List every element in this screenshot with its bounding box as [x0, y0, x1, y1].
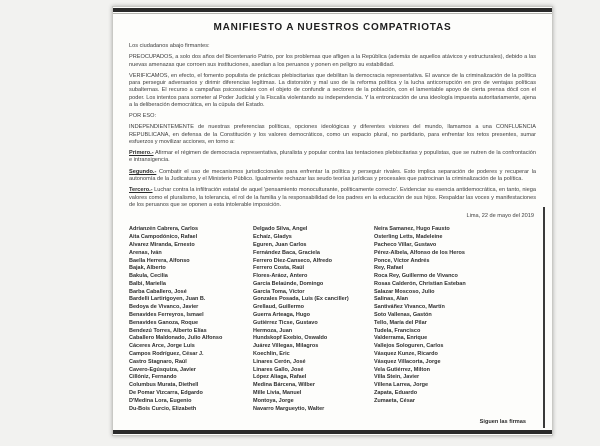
signatory-name: Vásquez Kunze, Ricardo — [374, 351, 438, 358]
paragraph-independientemente: INDEPENDIENTEMENTE de nuestras preferencias políticas, opciones ideológicas y diferentes visiones del mundo, llamamos a una CONFLUENCIA REPUBLICANA, en defensa de la Constitución y los valores democráticos, como un espacio plural, no partidario, para enfrentar los retos presentes, sumar esfuerzos y movilizar acciones, en torno a: — [129, 124, 536, 145]
signatory-name: García Toma, Víctor — [253, 288, 305, 295]
point-primero-text: Afirmar el régimen de democracia representativa, pluralista y popular contra las tentaciones plebiscitarias y populistas, que se nutren de la confrontación e intransigencia. — [129, 150, 536, 164]
signatory-name: Rosas Calderón, Christian Esteban — [374, 280, 466, 287]
salutation: Los ciudadanos abajo firmantes: — [129, 43, 210, 49]
signatory-name: Linares Gallo, José — [253, 366, 304, 373]
por-eso-heading: POR ESO: — [129, 113, 157, 120]
document-title: MANIFIESTO A NUESTROS COMPATRIOTAS — [213, 22, 452, 33]
signatory-name: Du-Bois Curcio, Elizabeth — [129, 405, 197, 412]
point-tercero-label: Tercero.- — [129, 187, 153, 194]
signatory-name: Soto Vallenas, Gastón — [374, 312, 432, 319]
signatory-name: Gonzales Posada, Luis (Ex canciller) — [253, 296, 349, 303]
signatory-name: Echaíz, Gladys — [253, 234, 292, 241]
scanned-document-page — [112, 6, 553, 436]
signatories-column-2 — [253, 226, 374, 413]
signatory-name: Tello, María del Pilar — [374, 319, 427, 326]
signatory-name: Cavero-Egúsquiza, Javier — [129, 366, 196, 373]
signatory-name: Villena Larrea, Jorge — [374, 382, 429, 389]
signatory-name: Vallejos Sologuren, Carlos — [374, 343, 444, 350]
point-primero-label: Primero.- — [129, 150, 154, 157]
signatory-name: Benavides Ferreyros, Ismael — [129, 312, 204, 319]
signatory-name: Grellaud, Guillermo — [253, 304, 305, 311]
signatory-name: Gutiérrez Ticse, Gustavo — [253, 319, 318, 326]
signatory-name: Villa Stein, Javier — [374, 374, 420, 381]
signatory-name: Barba Caballero, José — [129, 288, 187, 295]
signatory-name: Arenas, Iván — [129, 249, 162, 256]
signatory-name: Caballero Maldonado, Julio Alfonso — [129, 335, 223, 342]
signatory-name: Roca Rey, Guillermo de Vivanco — [374, 273, 458, 280]
signatory-name: Santiváñez Vivanco, Martín — [374, 304, 445, 311]
signatory-name: Flores-Aráoz, Ántero — [253, 273, 308, 280]
signatory-name: Navarro Margueytio, Walter — [253, 405, 325, 412]
signatory-name: Zapata, Eduardo — [374, 390, 418, 397]
signatory-name: Valderrama, Enrique — [374, 335, 428, 342]
signatory-name: Delgado Silva, Ángel — [253, 226, 308, 233]
signatory-name: De Pomar Vizcarra, Edgardo — [129, 390, 203, 397]
point-segundo-text: Combatir el uso de mecanismos jurisdiccionales para enfrentar la política y perseguir rivales. Esto implica separación de poderes y recuperar la autonomía de la Judicatura y el Ministerio Público. Igualmente rechazar las seudo teorías jurídicas y procesales que patrocinan la criminalización de la política. — [129, 168, 536, 182]
signatory-name: Vásquez Villacorta, Jorge — [374, 358, 441, 365]
signatory-name: Pacheco Villar, Gustavo — [374, 241, 437, 248]
point-tercero — [129, 187, 536, 209]
signatory-name: Vela Gutiérrez, Milton — [374, 366, 430, 373]
header-divider — [113, 13, 552, 14]
signatory-name: Koechlin, Eric — [253, 351, 290, 358]
signatory-name: Campos Rodríguez, César J. — [129, 351, 204, 358]
signatory-name: Salazar Moscoso, Julio — [374, 288, 435, 295]
signatory-name: Bajak, Alberto — [129, 265, 166, 272]
signatory-name: Álvarez Miranda, Ernesto — [129, 241, 195, 248]
signatory-name: Montoya, Jorge — [253, 397, 294, 404]
footer-note: Siguen las firmas — [479, 419, 526, 425]
bottom-frame-band — [113, 430, 552, 434]
signatory-name: Adrianzén Cabrera, Carlos — [129, 226, 199, 233]
signatory-name: Benavides Ganoza, Roque — [129, 319, 199, 326]
signatory-name: López Aliaga, Rafael — [253, 374, 307, 381]
signatory-name: Fernández Baca, Graciela — [253, 249, 320, 256]
signatory-name: D'Medina Lora, Eugenio — [129, 397, 192, 404]
page-right-edge-line — [543, 207, 545, 428]
signatory-name: Cáceres Arce, Jorge Luis — [129, 343, 195, 350]
paragraph-verificamos: VERIFICAMOS, en efecto, el fomento populista de prácticas plebiscitarias que debilitan la democracia representativa. El avance de la criminalización de la política para perseguir adversarios y dirimir diferencias legítimas. La distorsión y mal uso de la reforma política y la lucha anticorrupción en pro de ventajas políticas subalternas. El recurso a campañas psicosociales con el objeto de confundir a sectores de la población, con el lamentable apoyo de cierta prensa dócil con el poder. Los intentos para someter al Poder Judicial y la Fiscalía violentando su independencia. Y la entronización de una ideología impuesta autoritariamente, ajena a la deliberación democrática, en la cúpula del Estado. — [129, 72, 536, 108]
signatories-column-1 — [129, 226, 253, 413]
signatory-name: Bendezú Torres, Alberto Elías — [129, 327, 207, 334]
signatory-name: Rey, Rafael — [374, 265, 404, 272]
point-segundo-label: Segundo.- — [129, 168, 157, 175]
signatory-name: Juárez Villegas, Milagros — [253, 343, 319, 350]
signatory-name: Bakula, Cecilia — [129, 273, 168, 280]
signatories-column-3 — [374, 226, 536, 413]
signatory-name: Zumaeta, César — [374, 397, 415, 404]
signatory-name: Hermoza, Juan — [253, 327, 293, 334]
dateline: Lima, 22 de mayo del 2019 — [466, 213, 534, 220]
signatory-name: Mille Livia, Manuel — [253, 390, 302, 397]
point-primero — [129, 150, 536, 165]
signatory-name: Guerra Arteaga, Hugo — [253, 312, 310, 319]
signatory-name: Eguren, Juan Carlos — [253, 241, 307, 248]
signatory-name: Balbi, Mariella — [129, 280, 166, 287]
signatory-name: Hundskopf Exebio, Oswaldo — [253, 335, 328, 342]
signatories-section — [129, 226, 536, 413]
top-frame-band — [113, 8, 552, 12]
paragraph-preocupados: PREOCUPADOS, a solo dos años del Bicentenario Patrio, por los problemas que afligen a la República (además de aquellos atávicos y estructurales), debido a las nuevas amenazas que corroen sus instituciones, asedian a los peruanos y ponen en peligro su estabilidad. — [129, 54, 536, 68]
signatory-name: Linares Cerón, José — [253, 358, 306, 365]
signatory-name: Osterling Letts, Madeleine — [374, 234, 443, 241]
point-tercero-text: Luchar contra la infiltración estatal de aquel 'pensamiento monoculturante, políticamente correcto'. Evidenciar su esencia antidemocrática, en tanto, niega valores como el pluralismo, la tolerancia, el rol de la familia y la responsabilidad de los padres en la educación de sus hijos. Respaldar las voces y manifestaciones de los peruanos que se oponen a esta intolerable imposición. — [129, 187, 536, 208]
signatory-name: Castro Stagnaro, Raúl — [129, 358, 187, 365]
signatory-name: García Belaúnde, Domingo — [253, 280, 324, 287]
signatory-name: Bardelli Lartirigoyen, Juan B. — [129, 296, 206, 303]
signatory-name: Baella Herrera, Alfonso — [129, 257, 190, 264]
signatory-name: Salinas, Alan — [374, 296, 409, 303]
signatory-name: Ferrero Costa, Raúl — [253, 265, 305, 272]
document-body — [129, 43, 536, 413]
point-segundo — [129, 169, 536, 184]
signatory-name: Ponce, Víctor Andrés — [374, 257, 430, 264]
signatory-name: Neira Samanez, Hugo Fausto — [374, 226, 450, 233]
signatory-name: Ferrero Diez-Canseco, Alfredo — [253, 257, 332, 264]
signatory-name: Tudela, Francisco — [374, 327, 421, 334]
signatory-name: Cillóniz, Fernando — [129, 374, 177, 381]
signatory-name: Bedoya de Vivanco, Javier — [129, 304, 199, 311]
signatory-name: Aita Campodónico, Rafael — [129, 234, 198, 241]
signatory-name: Medina Bárcena, Wilber — [253, 382, 315, 389]
signatory-name: Pérez-Albela, Alfonso de los Heros — [374, 249, 465, 256]
signatory-name: Columbus Murata, Diethell — [129, 382, 199, 389]
